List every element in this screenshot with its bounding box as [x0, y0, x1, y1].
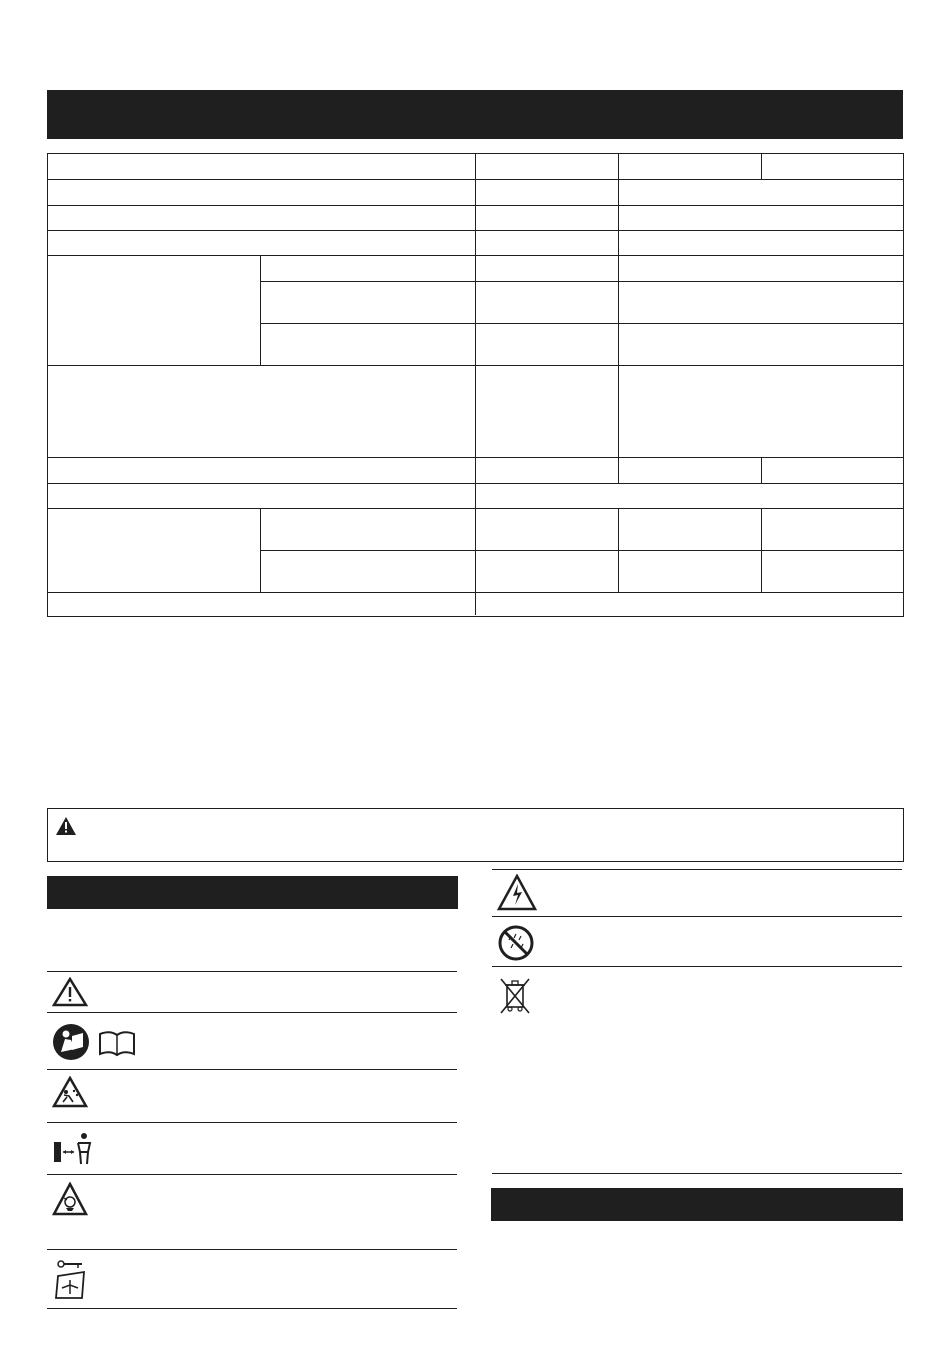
crossed-bin-icon: [498, 975, 532, 1015]
second-section-bar: [491, 1188, 903, 1221]
caution-triangle-icon: [52, 977, 88, 1007]
header-bar: [47, 90, 903, 139]
blade-hazard-icon: [52, 1182, 88, 1216]
specifications-table: [47, 153, 904, 617]
remove-key-icon: [52, 1258, 88, 1302]
flying-debris-icon: [52, 1076, 88, 1108]
no-rain-icon: [497, 924, 535, 962]
electric-shock-icon: [497, 874, 537, 912]
read-manual-icon: [52, 1022, 136, 1062]
warning-triangle-icon: [56, 817, 76, 835]
symbols-section-bar: [47, 876, 458, 909]
warning-box: [47, 808, 904, 862]
keep-distance-icon: [52, 1130, 96, 1166]
